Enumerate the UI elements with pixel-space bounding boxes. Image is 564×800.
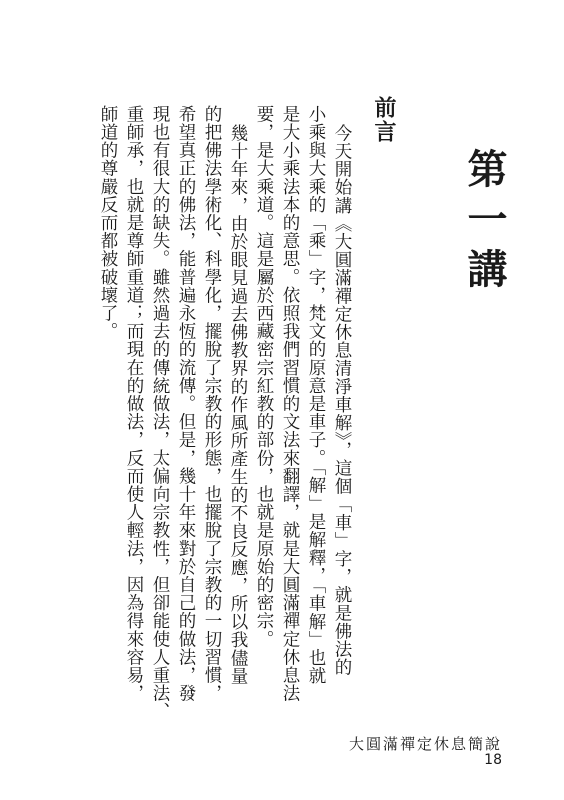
text-column: 現也有很大的缺失。雖然過去的傳統做法，太偏向宗教性，但卻能使人重法、 (150, 105, 170, 721)
text-column: 幾十年來，由於眼見過去佛教界的作風所產生的不良反應，所以我儘量 (228, 124, 248, 686)
text-column: 今天開始講《大圓滿禪定休息清淨車解》，這個「車」字，就是佛法的 (332, 124, 352, 677)
text-column: 希望真正的佛法，能普遍永恆的流傳。但是，幾十年來對於自己的做法，發 (176, 105, 196, 703)
section-heading: 前言 (371, 96, 397, 144)
text-column: 師道的尊嚴反而都被破壞了。 (98, 105, 118, 341)
page-number: 18 (484, 752, 502, 768)
text-column: 重師承，也就是尊師重道；而現在的做法，反而使人輕法，因為得來容易， (124, 105, 144, 703)
text-column: 小乘與大乘的「乘」字，梵文的原意是車子。「解」是解釋，「車解」也就 (306, 105, 326, 685)
text-column: 要，是大乘道。這是屬於西藏密宗紅教的部份，也就是原始的密宗。 (254, 105, 274, 648)
text-column: 的把佛法學術化、科學化，擺脫了宗教的形態，也擺脫了宗教的一切習慣， (202, 105, 222, 703)
text-column: 是大小乘法本的意思。依照我們習慣的文法來翻譯，就是大圓滿禪定休息法 (280, 105, 300, 703)
chapter-title: 第一講 (461, 148, 508, 298)
footer-book-title: 大圓滿禪定休息簡說 (348, 735, 502, 753)
